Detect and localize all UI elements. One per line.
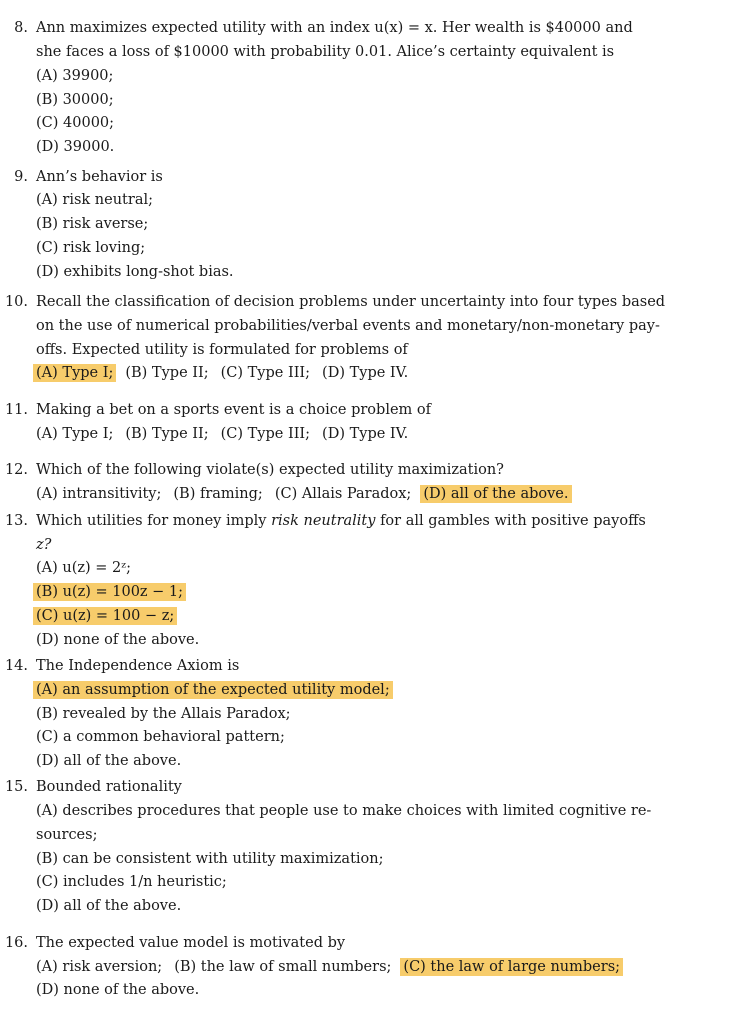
answer-option: (B) the law of small numbers; xyxy=(174,959,392,975)
answer-option: (A) 39900; xyxy=(36,68,114,84)
answer-option: (A) u(z) = 2ᶻ; xyxy=(36,560,131,576)
question-number: 15. xyxy=(4,779,28,795)
question-text: Bounded rationality xyxy=(36,779,182,795)
question-text: The expected value model is motivated by xyxy=(36,935,346,951)
question-text: z? xyxy=(36,537,52,553)
answer-options-row xyxy=(36,424,408,444)
highlighted-answer: (A) Type I; xyxy=(33,364,116,382)
answer-option: (C) includes 1/n heuristic; xyxy=(36,874,227,890)
answer-option: (B) can be consistent with utility maximization; xyxy=(36,851,384,867)
answer-option-continued: sources; xyxy=(36,827,98,843)
highlighted-answer: (C) the law of large numbers; xyxy=(400,958,623,976)
answer-option: (B) Type II; xyxy=(125,426,209,442)
question-text: Making a bet on a sports event is a choice problem of xyxy=(36,402,431,418)
answer-option: (D) exhibits long-shot bias. xyxy=(36,264,234,280)
answer-option: (A) intransitivity; xyxy=(36,486,162,502)
answer-options-row xyxy=(36,484,569,504)
question-number: 9. xyxy=(14,169,28,185)
answer-option: (C) a common behavioral pattern; xyxy=(36,729,285,745)
question-text: The Independence Axiom is xyxy=(36,658,240,674)
answer-option: (D) none of the above. xyxy=(36,632,200,648)
answer-option: (B) 30000; xyxy=(36,92,114,108)
answer-option: (C) risk loving; xyxy=(36,240,146,256)
question-text: offs. Expected utility is formulated for problems of xyxy=(36,342,408,358)
answer-option: (C) 40000; xyxy=(36,115,115,131)
question-text: Ann maximizes expected utility with an index u(x) = x. Her wealth is $40000 and xyxy=(36,20,633,36)
question-number: 11. xyxy=(4,402,28,418)
question-text: Recall the classification of decision problems under uncertainty into four types based xyxy=(36,294,666,310)
highlighted-answer: (C) u(z) = 100 − z; xyxy=(36,606,174,626)
question-number: 8. xyxy=(14,20,28,36)
highlighted-answer: (D) all of the above. xyxy=(420,485,571,503)
answer-option: (D) all of the above. xyxy=(36,898,182,914)
question-text: Ann’s behavior is xyxy=(36,169,163,185)
question-number: 16. xyxy=(4,935,28,951)
answer-option: (B) risk averse; xyxy=(36,216,149,232)
question-number: 10. xyxy=(4,294,28,310)
answer-option: (C) Type III; xyxy=(220,365,311,381)
answer-option: (C) Allais Paradox; xyxy=(274,486,412,502)
question-text: on the use of numerical probabilities/verbal events and monetary/non-monetary pay- xyxy=(36,318,660,334)
answer-option: (B) Type II; xyxy=(125,365,209,381)
answer-option: (D) 39000. xyxy=(36,139,115,155)
answer-option: (D) all of the above. xyxy=(36,753,182,769)
answer-option: (A) risk neutral; xyxy=(36,192,153,208)
answer-option: (C) Type III; xyxy=(220,426,311,442)
answer-options-row xyxy=(36,363,408,383)
answer-option: (D) Type IV. xyxy=(322,365,409,381)
answer-option: (A) Type I; xyxy=(36,426,114,442)
highlighted-answer: (B) u(z) = 100z − 1; xyxy=(36,582,183,602)
question-text: Which of the following violate(s) expected utility maximization? xyxy=(36,462,504,478)
answer-option: (A) describes procedures that people use to make choices with limited cognitive re- xyxy=(36,803,652,819)
question-number: 13. xyxy=(4,513,28,529)
question-text: Which utilities for money imply risk neutrality for all gambles with positive payoffs xyxy=(36,513,646,529)
answer-option: (A) risk aversion; xyxy=(36,959,163,975)
emphasized-term: risk neutrality xyxy=(271,513,376,529)
answer-options-row xyxy=(36,957,620,977)
answer-option: (D) none of the above. xyxy=(36,982,200,998)
question-text: she faces a loss of $10000 with probability 0.01. Alice’s certainty equivalent is xyxy=(36,44,615,60)
question-number: 14. xyxy=(4,658,28,674)
highlighted-answer: (A) an assumption of the expected utility model; xyxy=(36,680,390,700)
answer-option: (B) revealed by the Allais Paradox; xyxy=(36,706,291,722)
answer-option: (D) Type IV. xyxy=(322,426,409,442)
answer-option: (B) framing; xyxy=(173,486,263,502)
question-number: 12. xyxy=(4,462,28,478)
